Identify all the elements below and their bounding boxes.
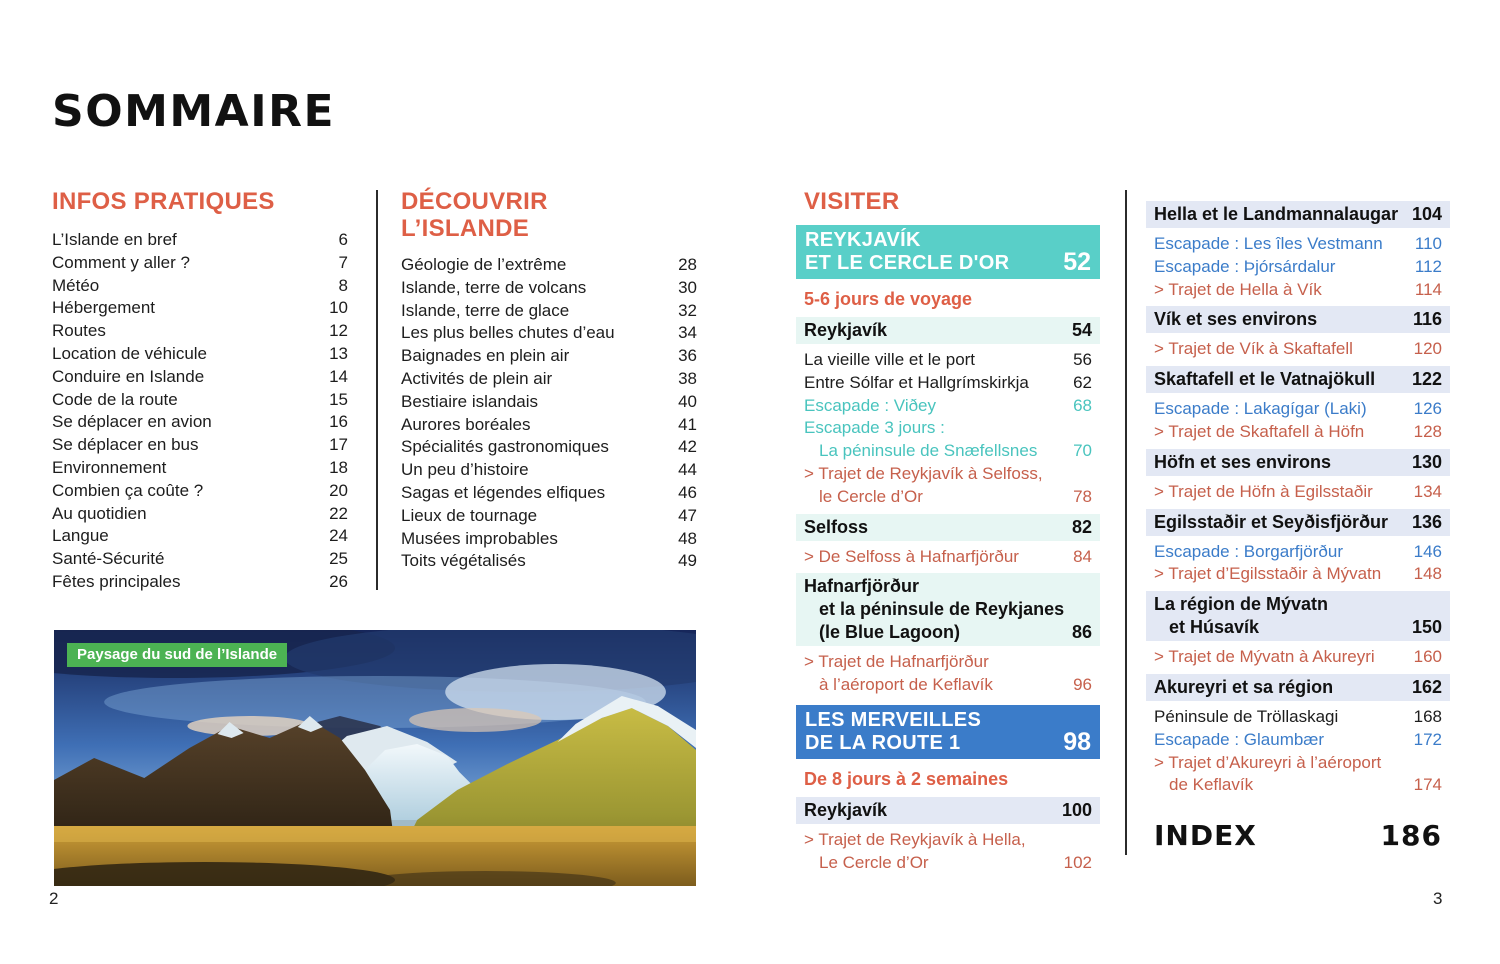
- entry-label: Comment y aller ?: [52, 252, 190, 272]
- toc-entry-item: [52, 229, 348, 252]
- entry-label: Péninsule de Tröllaskagi: [1154, 706, 1339, 726]
- column-infos-pratiques: [52, 188, 348, 594]
- section-reykjavik-cercle-dor: [804, 225, 1092, 697]
- toc-entry-item: [52, 571, 348, 594]
- entry-page: 172: [1413, 729, 1442, 749]
- toc-entry-escapade-blue: [1154, 256, 1442, 279]
- entry-page: 84: [1073, 546, 1092, 566]
- toc-entry-item: [401, 368, 697, 391]
- toc-entry-section-blue: [796, 797, 1100, 824]
- landscape-photo: [54, 630, 696, 886]
- index-row: [1154, 819, 1442, 852]
- header-line-1: DÉCOUVRIR: [401, 188, 548, 215]
- entry-label: Akureyri et sa région: [1154, 676, 1334, 697]
- entry-page: 54: [1071, 320, 1092, 340]
- entry-page: 128: [1413, 421, 1442, 441]
- entry-page: 12: [329, 321, 348, 341]
- reykjavik-section-list: [804, 317, 1092, 697]
- entry-label: > Trajet de Reykjavík à Hella,: [804, 829, 1026, 849]
- toc-entry-item: [52, 297, 348, 320]
- toc-entry-trajet: [1154, 421, 1442, 444]
- toc-entry-section-teal: [796, 514, 1100, 541]
- toc-entry-item: [401, 391, 697, 414]
- entry-page: 6: [338, 230, 348, 249]
- toc-entry-section-blue: [1146, 306, 1450, 333]
- toc-entry-item: [401, 459, 697, 482]
- entry-page: 47: [678, 505, 697, 525]
- entry-page: 116: [1412, 309, 1442, 330]
- entry-label: Reykjavík: [804, 320, 888, 340]
- page-number-left: 2: [49, 889, 59, 908]
- entry-page: 78: [1073, 486, 1092, 506]
- entry-page: 148: [1413, 564, 1442, 584]
- entry-label: > De Selfoss à Hafnarfjörður: [804, 546, 1019, 566]
- entry-label: Baignades en plein air: [401, 346, 570, 366]
- entry-label: Islande, terre de volcans: [401, 277, 587, 297]
- entry-page: 25: [329, 549, 348, 569]
- entry-label: Aurores boréales: [401, 414, 531, 434]
- entry-label: et Húsavík: [1169, 617, 1260, 638]
- entry-label: Musées improbables: [401, 528, 558, 548]
- entry-page: 22: [329, 503, 348, 523]
- entry-label: Egilsstaðir et Seyðisfjörður: [1154, 511, 1389, 532]
- toc-entry-trajet: [1154, 752, 1442, 798]
- toc-entry-section-blue: [1146, 366, 1450, 393]
- toc-entry-item: [52, 480, 348, 503]
- entry-label: Géologie de l’extrême: [401, 255, 567, 274]
- entry-label: Escapade : Les îles Vestmann: [1154, 234, 1383, 253]
- toc-entry-item: [401, 322, 697, 345]
- toc-entry-item: [401, 436, 697, 459]
- entry-label: La région de Mývatn: [1154, 594, 1329, 615]
- entry-page: 162: [1411, 676, 1442, 697]
- entry-page: 46: [678, 482, 697, 502]
- toc-entry-item: [52, 389, 348, 412]
- header-visiter: VISITER: [804, 188, 900, 215]
- banner-reykjavik-et-le-cercle-dor: [796, 225, 1100, 279]
- page-number-right: 3: [1433, 889, 1443, 908]
- entry-label: Langue: [52, 526, 109, 546]
- toc-entry-trajet: [1154, 338, 1442, 361]
- toc-entry-item: [401, 254, 697, 277]
- entry-label: > Trajet d’Egilsstaðir à Mývatn: [1154, 564, 1382, 584]
- entry-page: 174: [1413, 775, 1442, 795]
- entry-label: et la péninsule de Reykjanes: [819, 599, 1065, 620]
- toc-entry-item: [401, 300, 697, 323]
- entry-label: La vieille ville et le port: [804, 350, 976, 369]
- entry-page: 122: [1411, 369, 1442, 390]
- banner-title: [805, 229, 1009, 275]
- entry-page: 112: [1414, 256, 1442, 276]
- entry-page: 26: [329, 571, 348, 591]
- entry-label: Hella et le Landmannalaugar: [1154, 204, 1399, 224]
- entry-label: Escapade 3 jours :: [804, 418, 945, 438]
- entry-page: 18: [329, 457, 348, 477]
- toc-entry-escapade-blue: [1154, 398, 1442, 421]
- entry-label: > Trajet de Reykjavík à Selfoss,: [804, 463, 1043, 483]
- entry-label: Selfoss: [804, 516, 869, 537]
- regions-list: [1154, 201, 1442, 797]
- header-line-2: L’ISLANDE: [401, 215, 530, 242]
- entry-label: Location de véhicule: [52, 343, 208, 363]
- entry-label: Santé-Sécurité: [52, 549, 165, 569]
- entry-label: Environnement: [52, 457, 167, 477]
- entry-label: Hébergement: [52, 298, 156, 318]
- toc-entry-trajet: [804, 463, 1092, 509]
- entry-page: 32: [678, 300, 697, 320]
- toc-entry-escapade-blue: [1154, 541, 1442, 564]
- entry-page: 104: [1411, 204, 1442, 224]
- section-duration-subtitle: 5-6 jours de voyage: [804, 289, 973, 309]
- entry-label: Conduire en Islande: [52, 366, 205, 386]
- toc-entry-item: [401, 528, 697, 551]
- entry-label: (le Blue Lagoon): [819, 622, 960, 643]
- entry-label: Les plus belles chutes d’eau: [401, 323, 615, 343]
- toc-entry-item: [52, 411, 348, 434]
- decouvrir-list: [401, 254, 697, 573]
- index-page-number: 186: [1380, 819, 1442, 853]
- toc-entry-trajet: [1154, 563, 1442, 586]
- entry-label: Lieux de tournage: [401, 505, 538, 525]
- entry-page: 40: [678, 391, 697, 411]
- banner-title-line-1: REYKJAVÍK: [805, 229, 921, 251]
- toc-entry-trajet: [1154, 481, 1442, 504]
- entry-label: Activités de plein air: [401, 368, 553, 388]
- toc-entry-item: [401, 277, 697, 300]
- section-merveilles-route-1: [804, 705, 1092, 875]
- entry-page: 68: [1073, 395, 1092, 415]
- entry-label: Fêtes principales: [52, 571, 181, 591]
- entry-label: Se déplacer en bus: [52, 435, 199, 455]
- entry-label: Un peu d’histoire: [401, 460, 529, 480]
- entry-page: 134: [1413, 481, 1442, 501]
- entry-page: 38: [678, 368, 697, 388]
- banner-title-line-2: DE LA ROUTE 1: [805, 731, 961, 754]
- toc-entry-section-blue: [1146, 591, 1450, 641]
- toc-entry-section-teal: [796, 317, 1100, 344]
- toc-entry-item: [401, 505, 697, 528]
- banner-page-number: 52: [1063, 248, 1091, 276]
- entry-label: Sagas et légendes elfiques: [401, 482, 606, 502]
- banner-title-line-1: LES MERVEILLES: [805, 708, 982, 731]
- toc-entry-item: [804, 372, 1092, 395]
- entry-page: 13: [329, 343, 348, 363]
- toc-entry-item: [52, 320, 348, 343]
- entry-page: 10: [329, 298, 348, 318]
- entry-label: > Trajet de Hafnarfjörður: [804, 652, 989, 672]
- entry-label: > Trajet de Skaftafell à Höfn: [1154, 421, 1365, 441]
- entry-label: Hafnarfjörður: [804, 576, 920, 597]
- toc-entry-escapade-teal: [804, 395, 1092, 418]
- entry-label: Se déplacer en avion: [52, 412, 212, 432]
- toc-entry-item: [52, 343, 348, 366]
- page-title: SOMMAIRE: [52, 86, 336, 137]
- entry-page: 42: [678, 437, 697, 457]
- index-label: INDEX: [1154, 819, 1257, 853]
- photo-caption-badge: Paysage du sud de l’Islande: [67, 643, 287, 667]
- entry-label: à l’aéroport de Keflavík: [819, 675, 993, 695]
- toc-entry-item: [52, 525, 348, 548]
- entry-label: Météo: [52, 275, 100, 295]
- entry-label: Spécialités gastronomiques: [401, 437, 609, 457]
- entry-page: 34: [678, 323, 697, 343]
- route1-section-list: [804, 797, 1092, 875]
- entry-label: Escapade : Glaumbær: [1154, 729, 1325, 749]
- entry-label: le Cercle d’Or: [819, 486, 923, 506]
- entry-label: Vík et ses environs: [1154, 309, 1318, 330]
- entry-page: 24: [329, 526, 348, 546]
- toc-entry-trajet: [1154, 279, 1442, 302]
- toc-entry-section-blue: [1146, 674, 1450, 701]
- entry-page: 20: [329, 480, 348, 500]
- toc-entry-trajet: [1154, 646, 1442, 669]
- toc-entry-item: [52, 366, 348, 389]
- entry-label: Escapade : Lakagígar (Laki): [1154, 399, 1367, 419]
- banner-page-number: 98: [1063, 727, 1091, 756]
- entry-page: 56: [1073, 350, 1092, 369]
- toc-entry-item: [401, 414, 697, 437]
- entry-label: > Trajet de Hella à Vík: [1154, 279, 1322, 299]
- toc-entry-section-blue: [1146, 449, 1450, 476]
- toc-entry-section-blue: [1146, 509, 1450, 536]
- entry-label: Escapade : Borgarfjörður: [1154, 541, 1343, 561]
- entry-page: 120: [1413, 339, 1442, 359]
- entry-page: 110: [1414, 234, 1442, 253]
- entry-page: 62: [1073, 372, 1092, 392]
- entry-page: 160: [1413, 647, 1442, 667]
- toc-entry-item: [52, 548, 348, 571]
- entry-label: Toits végétalisés: [401, 551, 526, 571]
- entry-label: Entre Sólfar et Hallgrímskirkja: [804, 372, 1029, 392]
- entry-page: 41: [678, 414, 697, 434]
- toc-entry-item: [401, 345, 697, 368]
- entry-label: Le Cercle d’Or: [819, 852, 929, 872]
- toc-entry-item: [401, 482, 697, 505]
- entry-page: 136: [1411, 511, 1442, 532]
- entry-page: 16: [329, 412, 348, 432]
- column-visiter: [804, 188, 1092, 875]
- entry-page: 17: [329, 435, 348, 455]
- entry-label: > Trajet de Mývatn à Akureyri: [1154, 647, 1375, 667]
- infos-pratiques-list: [52, 229, 348, 594]
- banner-title-line-2: ET LE CERCLE D'OR: [805, 252, 1010, 274]
- banner-les-merveilles-de-la-route-1: [796, 705, 1100, 759]
- banner-title: [805, 709, 981, 755]
- toc-entry-trajet: [804, 829, 1092, 875]
- entry-page: 44: [678, 460, 697, 480]
- toc-entry-section-blue: [1146, 201, 1450, 228]
- toc-entry-item: [52, 457, 348, 480]
- entry-label: de Keflavík: [1169, 775, 1254, 795]
- column-divider-2: [1125, 190, 1127, 855]
- toc-entry-item: [52, 434, 348, 457]
- entry-label: Höfn et ses environs: [1154, 451, 1332, 472]
- toc-entry-escapade-teal: [804, 417, 1092, 463]
- toc-entry-item: [52, 252, 348, 275]
- entry-label: L’Islande en bref: [52, 230, 177, 249]
- entry-label: > Trajet de Vík à Skaftafell: [1154, 339, 1353, 359]
- entry-page: 126: [1413, 399, 1442, 419]
- entry-label: Escapade : Þjórsárdalur: [1154, 256, 1336, 276]
- entry-page: 96: [1073, 675, 1092, 695]
- column-regions: [1154, 196, 1442, 852]
- header-infos-pratiques: INFOS PRATIQUES: [52, 188, 275, 215]
- entry-page: 100: [1061, 799, 1092, 820]
- entry-label: Islande, terre de glace: [401, 300, 570, 320]
- toc-entry-escapade-blue: [1154, 729, 1442, 752]
- toc-entry-item: [401, 550, 697, 573]
- column-divider-1: [376, 190, 378, 590]
- entry-label: > Trajet d’Akureyri à l’aéroport: [1154, 752, 1382, 772]
- toc-entry-trajet: [804, 546, 1092, 569]
- entry-page: 146: [1413, 541, 1442, 561]
- entry-page: 130: [1411, 451, 1442, 472]
- entry-page: 102: [1063, 852, 1092, 872]
- entry-page: 7: [338, 252, 348, 272]
- entry-label: Code de la route: [52, 389, 178, 409]
- column-decouvrir-islande: [401, 188, 697, 573]
- entry-label: La péninsule de Snæfellsnes: [819, 441, 1038, 461]
- entry-page: 168: [1413, 706, 1442, 726]
- toc-entry-item: [52, 275, 348, 298]
- header-decouvrir-islande: [401, 188, 697, 242]
- entry-page: 15: [329, 389, 348, 409]
- entry-page: 114: [1414, 279, 1442, 299]
- entry-page: 82: [1071, 516, 1092, 537]
- entry-label: Combien ça coûte ?: [52, 480, 204, 500]
- entry-page: 86: [1071, 622, 1092, 643]
- entry-label: Routes: [52, 321, 106, 341]
- entry-page: 70: [1073, 441, 1092, 461]
- entry-page: 49: [678, 551, 697, 571]
- toc-entry-item: [804, 349, 1092, 372]
- toc-entry-item: [1154, 706, 1442, 729]
- toc-entry-trajet: [804, 651, 1092, 697]
- entry-page: 48: [678, 528, 697, 548]
- entry-label: Skaftafell et le Vatnajökull: [1154, 369, 1376, 390]
- entry-page: 8: [338, 275, 348, 295]
- entry-label: Bestiaire islandais: [401, 391, 539, 411]
- entry-page: 14: [329, 366, 348, 386]
- entry-label: > Trajet de Höfn à Egilsstaðir: [1154, 481, 1373, 501]
- entry-page: 150: [1411, 617, 1442, 638]
- toc-entry-section-teal: [796, 573, 1100, 646]
- entry-page: 28: [678, 255, 697, 274]
- entry-label: Reykjavík: [804, 799, 888, 820]
- entry-page: 30: [678, 277, 697, 297]
- toc-entry-item: [52, 503, 348, 526]
- section-duration-subtitle: De 8 jours à 2 semaines: [804, 768, 1009, 789]
- landscape-illustration: [54, 630, 696, 886]
- entry-label: Escapade : Viðey: [804, 395, 936, 415]
- entry-label: Au quotidien: [52, 503, 147, 523]
- toc-entry-escapade-blue: [1154, 233, 1442, 256]
- entry-page: 36: [678, 346, 697, 366]
